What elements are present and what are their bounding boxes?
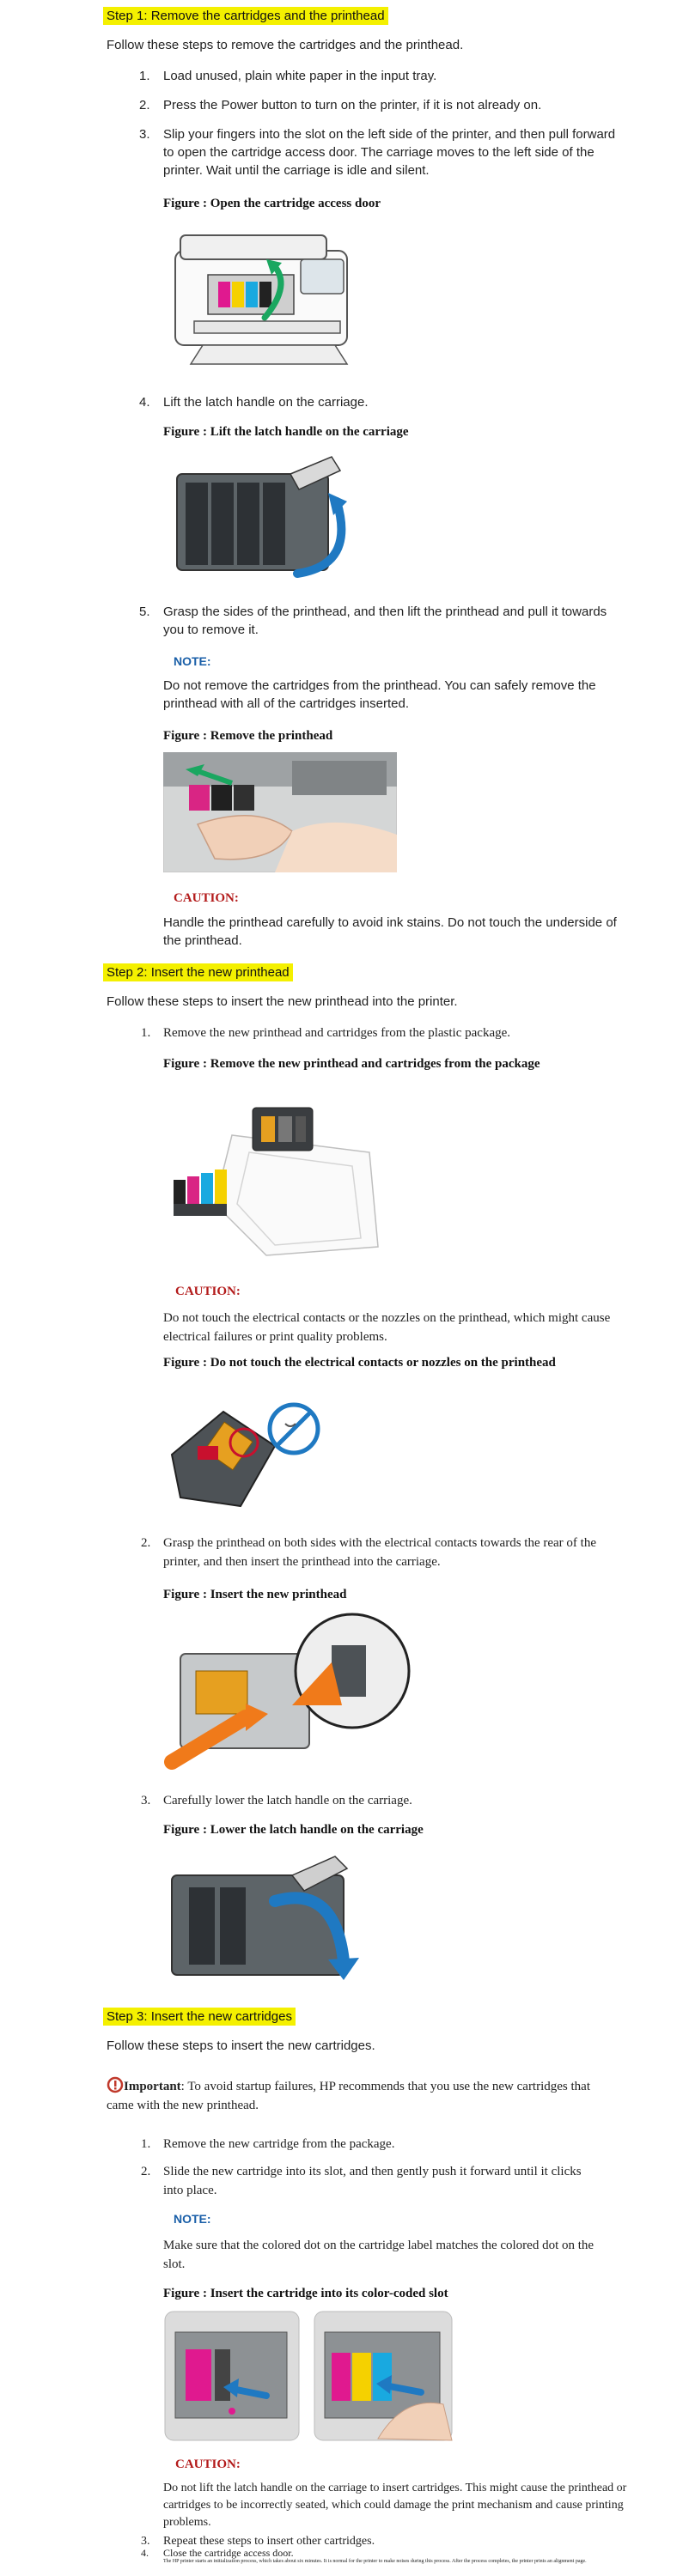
step1-item3-num: 3. [139,127,150,142]
lower-latch-figure [163,1850,378,1987]
printer-open-door-figure [163,225,369,378]
step1-item1-num: 1. [139,69,150,83]
important-label: Important [124,2080,181,2093]
step3-item2-text: Slide the new cartridge into its slot, and then gently push it forward until it clicks into place. [163,2165,582,2197]
insert-cartridge-figure [163,2310,455,2442]
step2-title: Step 2: Insert the new printhead [103,963,293,981]
step2-item1-num: 1. [141,1026,151,1040]
step1-note-text: Do not remove the cartridges from the printhead. You can safely remove the printhead with all of the cartridges inserted. [163,678,596,711]
step1-figure1-caption: Figure : Open the cartridge access door [163,197,381,210]
step2-item2-num: 2. [141,1536,151,1550]
step3-item1-num: 1. [141,2137,151,2151]
lift-latch-figure [168,453,359,582]
step3-item4-text: Close the cartridge access door. [163,2547,294,2559]
step2-caution-text: Do not touch the electrical contacts or the nozzles on the printhead, which might cause electrical failures or print quality problems. [163,1311,611,1344]
step2-item2-text: Grasp the printhead on both sides with the electrical contacts towards the rear of the printer, and then insert the printhead into the carriage. [163,1536,596,1569]
important-icon [107,2076,124,2093]
step2-item1-text: Remove the new printhead and cartridges from the plastic package. [163,1026,511,1040]
step1-item2-num: 2. [139,98,150,112]
insert-printhead-figure [163,1611,414,1772]
step2-figure2-caption: Figure : Do not touch the electrical contacts or nozzles on the printhead [163,1356,556,1370]
step1-item4-num: 4. [139,395,150,410]
step1-item5-num: 5. [139,605,150,619]
step2-intro: Follow these steps to insert the new printhead into the printer. [107,994,458,1009]
step2-item3-text: Carefully lower the latch handle on the carriage. [163,1794,412,1807]
step3-closing-text: The HP printer starts an initialization process, which takes about six minutes. It is normal for the printer to make noises during this process. After the process completes, the printer prints an alignment page. [163,2559,587,2564]
step3-item3-num: 3. [141,2535,150,2548]
step2-caution-label: CAUTION: [175,1285,241,1298]
step3-item4-num: 4. [141,2547,149,2559]
step3-item3-text: Repeat these steps to insert other cartridges. [163,2535,375,2548]
step3-important [107,2076,613,2115]
step3-title: Step 3: Insert the new cartridges [103,2008,296,2026]
step1-note-label: NOTE: [174,654,211,668]
step1-intro: Follow these steps to remove the cartridges and the printhead. [107,38,464,52]
step3-intro: Follow these steps to insert the new cartridges. [107,2038,375,2053]
step1-item5-text: Grasp the sides of the printhead, and then lift the printhead and pull it towards you to remove it. [163,605,607,637]
step3-item1-text: Remove the new cartridge from the package. [163,2137,395,2151]
step1-caution-text: Handle the printhead carefully to avoid ink stains. Do not touch the underside of the printhead. [163,915,617,948]
step1-item3-text: Slip your fingers into the slot on the left side of the printer, and then pull forward to open the cartridge access door. The carriage moves to the left side of the printer. Wait until the carriage is idle and silent. [163,127,616,178]
printhead-package-figure [163,1101,395,1261]
remove-printhead-figure [163,752,397,872]
do-not-touch-contacts-figure [163,1394,326,1515]
step3-caution-text: Do not lift the latch handle on the carriage to insert cartridges. This might cause the printhead or cartridges to be incorrectly seated, which could damage the print mechanism and cause printing problems. [163,2482,627,2529]
step1-figure3-caption: Figure : Remove the printhead [163,729,333,743]
step3-caution-label: CAUTION: [175,2458,241,2471]
step3-note-label: NOTE: [174,2212,211,2226]
step1-title: Step 1: Remove the cartridges and the printhead [103,7,388,25]
step3-figure1-caption: Figure : Insert the cartridge into its color-coded slot [163,2287,448,2300]
step1-figure2-caption: Figure : Lift the latch handle on the carriage [163,425,409,439]
step3-item2-num: 2. [141,2165,151,2178]
step1-item2-text: Press the Power button to turn on the printer, if it is not already on. [163,98,542,112]
step3-note-text: Make sure that the colored dot on the cartridge label matches the colored dot on the slot. [163,2239,594,2271]
step2-item3-num: 3. [141,1794,151,1807]
step1-item4-text: Lift the latch handle on the carriage. [163,395,369,410]
step2-figure1-caption: Figure : Remove the new printhead and cartridges from the package [163,1057,540,1071]
step2-figure3-caption: Figure : Insert the new printhead [163,1588,347,1601]
step2-figure4-caption: Figure : Lower the latch handle on the carriage [163,1823,424,1837]
important-text: : To avoid startup failures, HP recommends that you use the new cartridges that came with the new printhead. [107,2080,591,2112]
step1-caution-label: CAUTION: [174,891,239,905]
step1-item1-text: Load unused, plain white paper in the input tray. [163,69,437,83]
